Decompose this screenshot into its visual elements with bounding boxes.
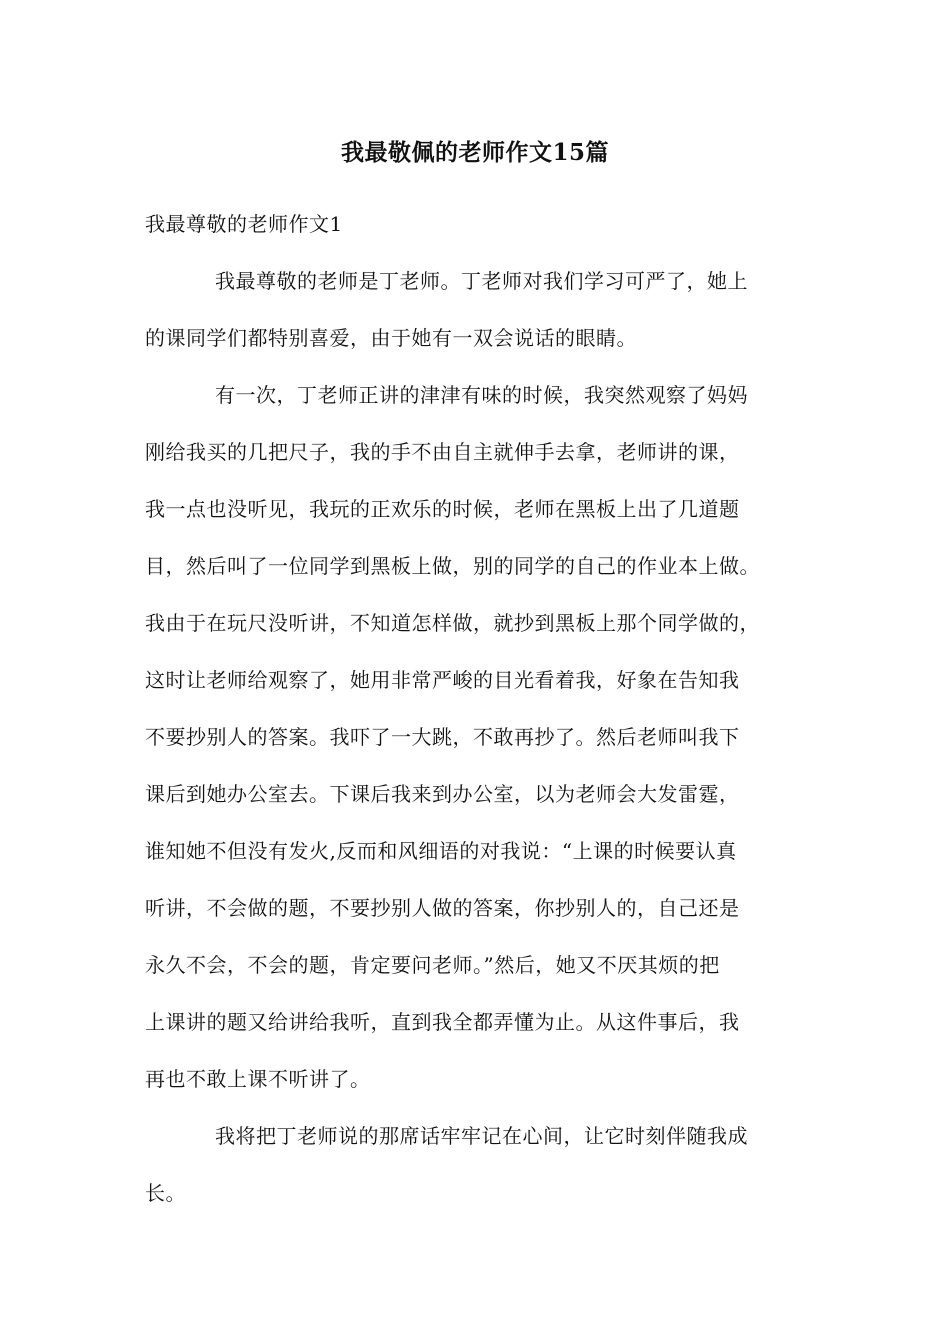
paragraph-line: 永久不会，不会的题，肯定要问老师。”然后，她又不厌其烦的把: [145, 953, 720, 977]
document-title: 我最敬佩的老师作文15篇: [340, 139, 609, 166]
paragraph-line: 目，然后叫了一位同学到黑板上做，别的同学的自己的作业本上做。: [145, 554, 760, 578]
paragraph-line: 有一次，丁老师正讲的津津有味的时候，我突然观察了妈妈: [215, 383, 748, 407]
section-heading: 我最尊敬的老师作文1: [145, 212, 343, 236]
paragraph-line: 课后到她办公室去。下课后我来到办公室，以为老师会大发雷霆，: [145, 782, 740, 806]
paragraph-line: 不要抄别人的答案。我吓了一大跳，不敢再抄了。然后老师叫我下: [145, 725, 740, 749]
paragraph-line: 再也不敢上课不听讲了。: [145, 1067, 371, 1091]
paragraph-line: 我将把丁老师说的那席话牢牢记在心间，让它时刻伴随我成: [215, 1124, 748, 1148]
paragraph-line: 刚给我买的几把尺子，我的手不由自主就伸手去拿，老师讲的课，: [145, 440, 740, 464]
paragraph-line: 我由于在玩尺没听讲，不知道怎样做，就抄到黑板上那个同学做的，: [145, 611, 760, 635]
paragraph-line: 我一点也没听见，我玩的正欢乐的时候，老师在黑板上出了几道题: [145, 497, 740, 521]
paragraph-line: 的课同学们都特别喜爱，由于她有一双会说话的眼睛。: [145, 326, 637, 350]
paragraph-line: 这时让老师给观察了，她用非常严峻的目光看着我，好象在告知我: [145, 668, 740, 692]
paragraph-line: 听讲，不会做的题，不要抄别人做的答案，你抄别人的，自己还是: [145, 896, 740, 920]
paragraph-line: 长。: [145, 1181, 186, 1205]
paragraph-line: 谁知她不但没有发火,反而和风细语的对我说：“上课的时候要认真: [145, 839, 737, 863]
paragraph-line: 上课讲的题又给讲给我听，直到我全都弄懂为止。从这件事后，我: [145, 1010, 740, 1034]
paragraph-line: 我最尊敬的老师是丁老师。丁老师对我们学习可严了，她上: [215, 269, 748, 293]
